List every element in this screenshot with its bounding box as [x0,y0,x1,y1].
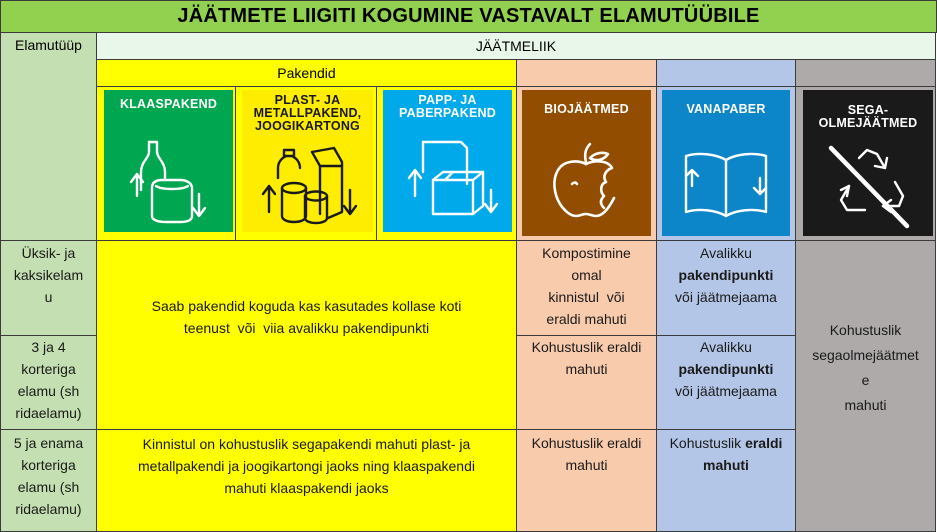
bio-waste-tile [522,90,651,236]
row1-label-line-3: u [44,289,53,305]
plastic-metal-label-line-2: METALLPAKEND, [253,106,362,120]
row3-label-line-3: elamu (sh [17,479,80,495]
paper-row1-cell [657,241,796,336]
packaging-large-buildings-cell [97,430,517,532]
paper-row1-line-2: pakendipunkti [678,267,774,283]
mixed-line-3: e [861,372,870,388]
row2-label-line-3: elamu (sh [17,383,80,399]
cardboard-label-line-1: PAPP- JA [418,93,477,107]
crossed-recycle-icon [803,140,933,232]
cardboard-packaging-tile [383,90,512,232]
mixed-label-line-1: SEGA- [847,103,889,117]
bio-row1-line-2: omal [571,267,602,283]
waste-type-label: JÄÄTMELIIK [475,38,557,54]
packaging-small-line-2: teenust või viia avalikku pakendipunkti [183,320,430,336]
glass-packaging-label: KLAASPAKEND [119,97,218,111]
packaging-large-line-2: metallpakendi ja joogikartongi jaoks ning klaaspakendi [138,458,475,474]
bio-row1-line-3: kinnistul või [548,289,625,305]
packaging-large-line-1: Kinnistul on kohustuslik segapakendi mahuti plast- ja [142,436,471,452]
paper-row2-line-3: või jäätmejaama [675,383,777,399]
mixed-waste-cell [796,241,936,532]
bio-row3-line-2: mahuti [565,457,608,473]
plastic-metal-packaging-tile [242,90,373,232]
packaging-small-line-1: Saab pakendid koguda kas kasutades kollase koti [151,298,462,314]
plastic-metal-label [242,94,373,133]
packaging-header [97,60,517,87]
paper-row3-line-2: mahuti [703,457,749,473]
mixed-line-2: segaolmejäätmet [812,347,919,363]
paper-row1-line-3: või jäätmejaama [675,289,777,305]
row-label-single-double [0,241,97,336]
bio-row2-line-2: mahuti [565,361,608,377]
paper-row3-cell [657,430,796,532]
bio-row1-line-4: eraldi mahuti [546,311,627,327]
bio-row2-line-1: Kohustuslik eraldi [531,339,642,355]
row3-label-line-4: ridaelamu) [15,501,82,517]
mixed-waste-tile [803,90,933,236]
mixed-waste-label [803,104,933,130]
cardboard-box-icon [383,134,512,226]
bio-waste-label: BIOJÄÄTMED [544,102,629,116]
glass-bottle-jar-icon [104,138,233,226]
paper-row2-cell [657,336,796,430]
cardboard-label-line-2: PABERPAKEND [399,106,496,120]
row2-label-line-4: ridaelamu) [15,405,82,421]
row3-label-line-2: korteriga [21,457,76,473]
open-book-icon [662,146,790,232]
plastic-metal-label-line-1: PLAST- JA [274,93,341,107]
plastic-metal-carton-icon [242,142,373,228]
mixed-label-line-2: OLMEJÄÄTMED [818,116,918,130]
bio-row3-cell [517,430,657,532]
packaging-small-buildings-cell [97,241,517,430]
row1-label-line-1: Üksik- ja [21,245,76,261]
bio-row1-line-1: Kompostimine [542,245,631,261]
row1-label-line-2: kaksikelam [13,267,84,283]
page-title: JÄÄTMETE LIIGITI KOGUMINE VASTAVALT ELAMUTÜÜBILE [0,0,937,33]
paper-header-spacer [657,60,796,87]
paper-row3-line-1 [657,432,795,454]
mixed-header-spacer [796,60,936,87]
row-label-3-4-apartments [0,336,97,430]
waste-paper-label: VANAPABER [686,102,766,116]
bio-row3-line-1: Kohustuslik eraldi [531,435,642,451]
paper-row3-line-1a: Kohustuslik [669,435,746,451]
apple-core-icon [522,140,651,232]
plastic-metal-label-line-3: JOOGIKARTONG [255,119,360,133]
paper-row1-line-1: Avalikku [700,245,752,261]
housing-type-label: Elamutüüp [15,37,82,53]
cardboard-packaging-label [383,94,512,120]
row-label-5-plus-apartments [0,430,97,532]
row2-label-line-1: 3 ja 4 [31,339,66,355]
row3-label-line-1: 5 ja enama [13,435,84,451]
bio-row2-cell [517,336,657,430]
packaging-label: Pakendid [277,65,336,81]
paper-row2-line-1: Avalikku [700,339,752,355]
waste-paper-tile [662,90,790,236]
row2-label-line-2: korteriga [21,361,76,377]
mixed-line-1: Kohustuslik [829,322,902,338]
housing-type-header [0,33,97,241]
glass-packaging-tile [104,90,233,232]
bio-header-spacer [517,60,657,87]
bio-row1-cell [517,241,657,336]
waste-type-header [97,33,936,60]
paper-row2-line-2: pakendipunkti [678,361,774,377]
mixed-line-4: mahuti [844,397,887,413]
packaging-large-line-3: mahuti klaaspakendi jaoks [224,480,389,496]
paper-row3-line-1b: eraldi [745,435,783,451]
